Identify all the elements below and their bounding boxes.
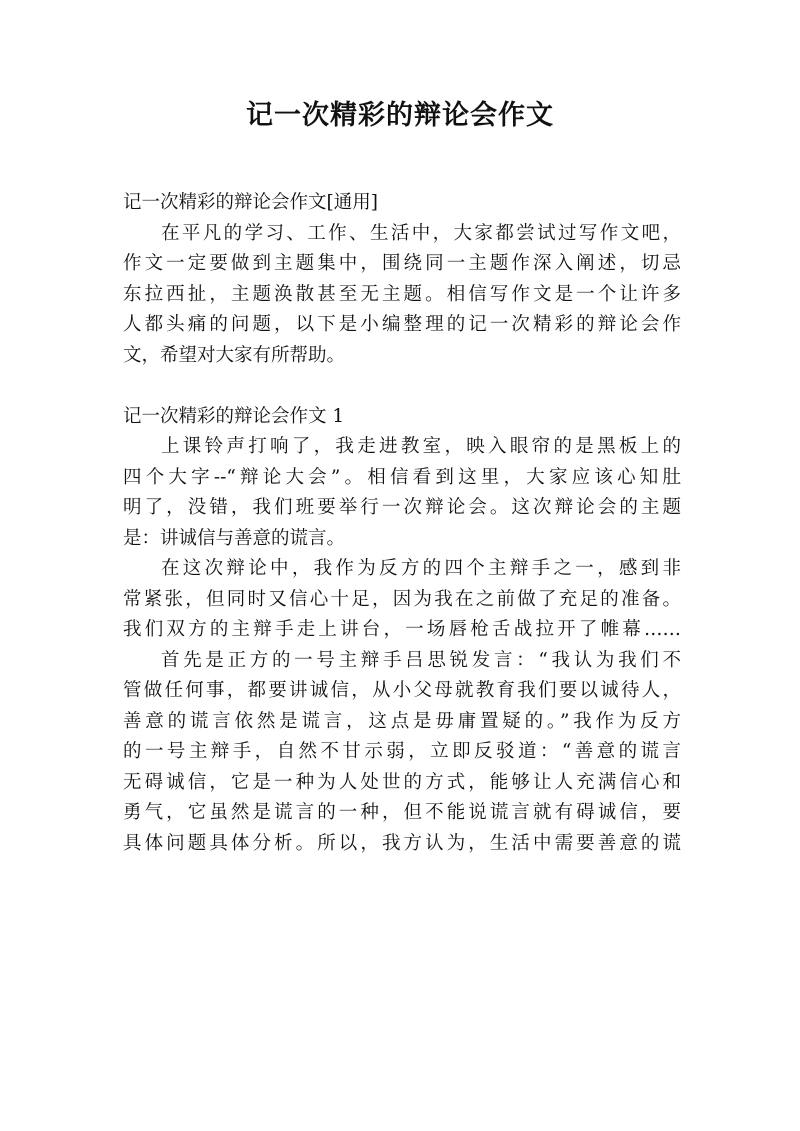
paragraph-line: 四个大字--“辩论大会”。相信看到这里，大家应该心知肚 xyxy=(123,466,681,488)
intro-line: 东拉西扯，主题涣散甚至无主题。相信写作文是一个让许多 xyxy=(123,283,681,305)
paragraph-line: 明了，没错，我们班要举行一次辩论会。这次辩论会的主题 xyxy=(123,497,681,518)
intro-line: 文，希望对大家有所帮助。 xyxy=(123,344,346,366)
paragraph-line: 无碍诚信，它是一种为人处世的方式，能够让人充满信心和 xyxy=(123,771,681,793)
document-body xyxy=(123,188,681,859)
paragraph-line: 上课铃声打响了，我走进教室，映入眼帘的是黑板上的 xyxy=(161,436,681,457)
essay-heading: 记一次精彩的辩论会作文 1 xyxy=(123,405,345,427)
paragraph-line: 是：讲诚信与善意的谎言。 xyxy=(123,527,346,549)
essay-paragraph-2 xyxy=(123,554,681,646)
intro-paragraph xyxy=(123,219,681,372)
essay-paragraph-3 xyxy=(123,646,681,860)
intro-line: 人都头痛的问题，以下是小编整理的记一次精彩的辩论会作 xyxy=(123,314,681,335)
paragraph-line: 在这次辩论中，我作为反方的四个主辩手之一，感到非 xyxy=(161,558,681,579)
paragraph-line: 勇气，它虽然是谎言的一种，但不能说谎言就有碍诚信，要 xyxy=(123,802,681,823)
paragraph-line: 善意的谎言依然是谎言，这点是毋庸置疑的。”我作为反方 xyxy=(123,710,681,732)
paragraph-line: 我们双方的主辩手走上讲台，一场唇枪舌战拉开了帷幕…… xyxy=(123,619,681,640)
paragraph-line: 的一号主辩手，自然不甘示弱，立即反驳道：“善意的谎言 xyxy=(123,741,681,762)
paragraph-line: 具体问题具体分析。所以，我方认为，生活中需要善意的谎 xyxy=(123,832,681,854)
intro-line: 在平凡的学习、工作、生活中，大家都尝试过写作文吧， xyxy=(161,222,681,244)
paragraph-line: 管做任何事，都要讲诚信，从小父母就教育我们要以诚待人， xyxy=(123,680,681,701)
paragraph-line: 首先是正方的一号主辩手吕思锐发言：“我认为我们不 xyxy=(161,649,681,671)
section-spacer xyxy=(123,371,681,402)
intro-line: 作文一定要做到主题集中，围绕同一主题作深入阐述，切忌 xyxy=(123,253,681,274)
essay-paragraph-1 xyxy=(123,432,681,554)
paragraph-line: 常紧张，但同时又信心十足，因为我在之前做了充足的准备。 xyxy=(123,588,681,610)
document-title: 记一次精彩的辩论会作文 xyxy=(246,100,554,131)
intro-subtitle: 记一次精彩的辩论会作文[通用] xyxy=(123,192,378,213)
